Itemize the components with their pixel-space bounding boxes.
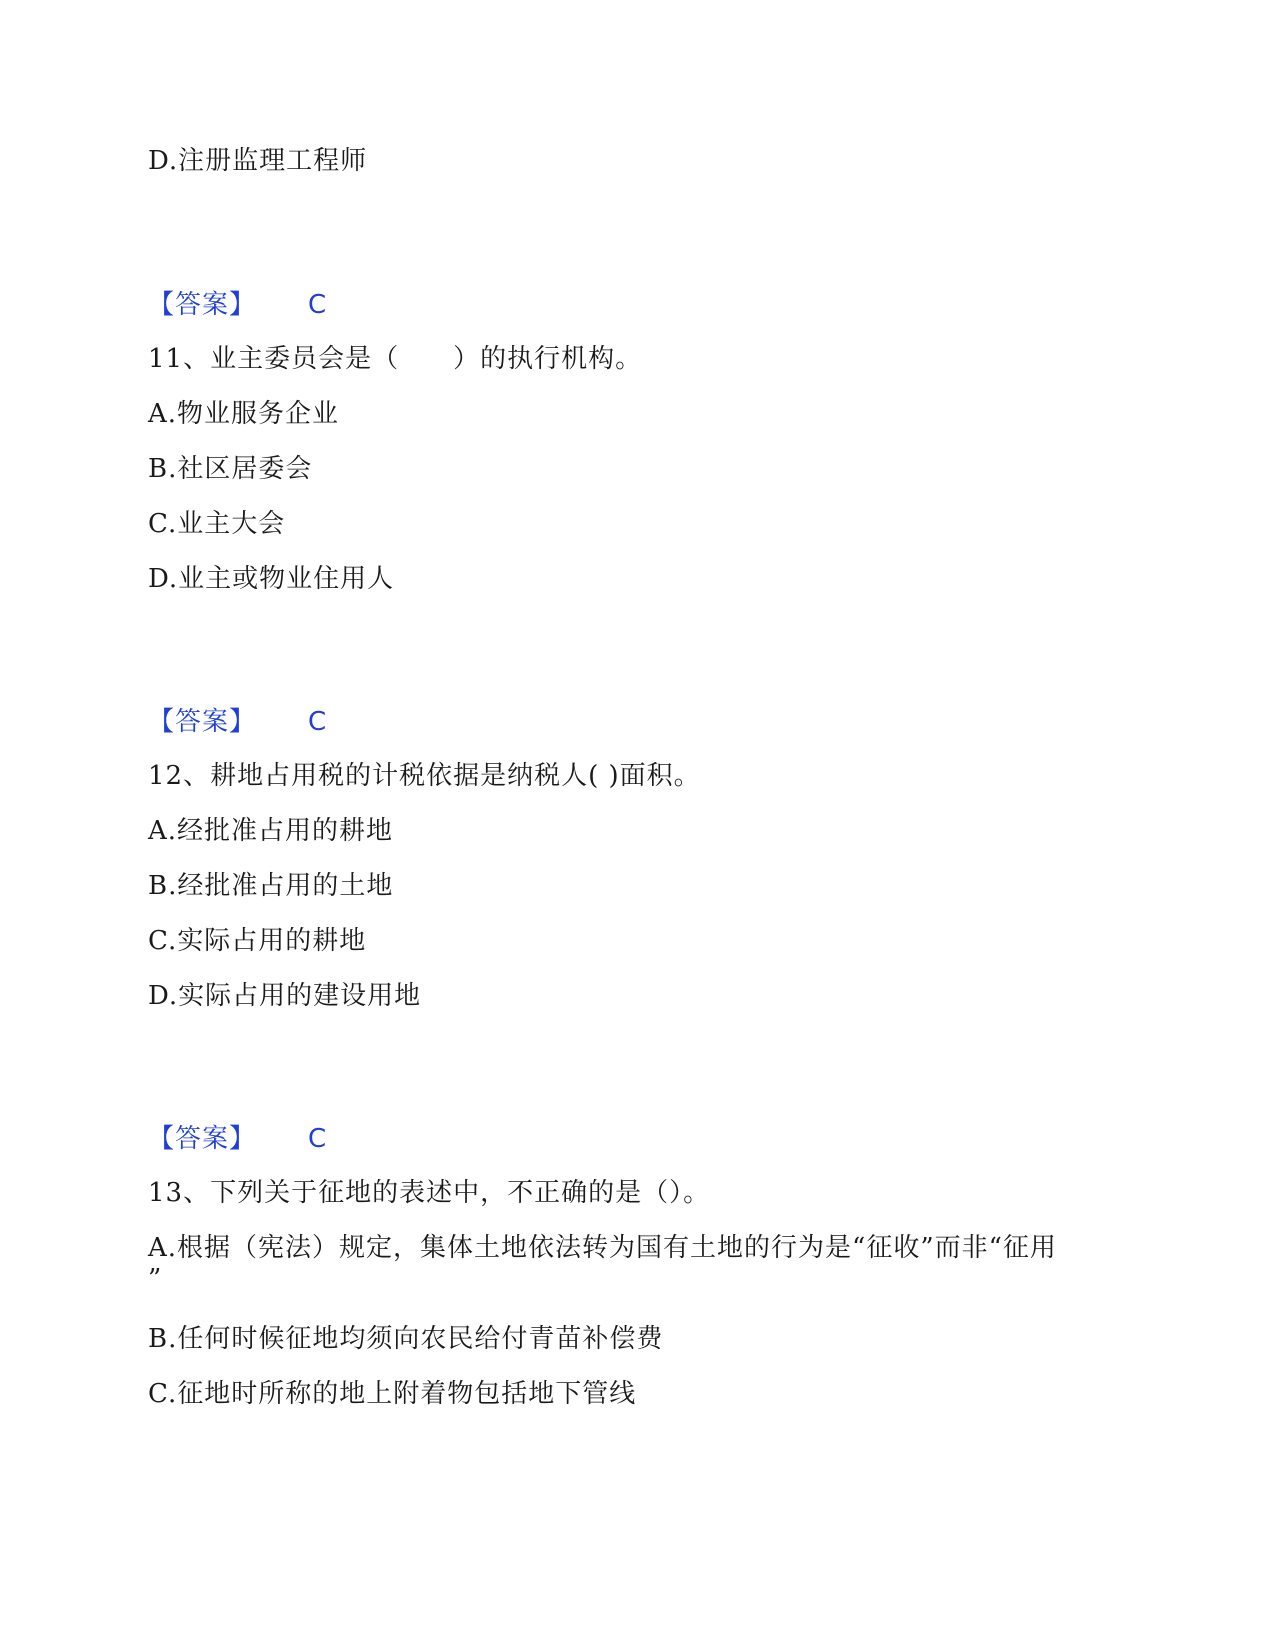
answer-label: 【答案】 xyxy=(148,707,257,737)
answer-label: 【答案】 xyxy=(148,1124,257,1154)
q10-answer xyxy=(148,288,327,322)
q11-stem: 11、业主委员会是（ ）的执行机构。 xyxy=(148,344,643,374)
q10-option-d: D.注册监理工程师 xyxy=(148,146,368,176)
q11-option-c: C.业主大会 xyxy=(148,509,286,539)
q13-option-c: C.征地时所称的地上附着物包括地下管线 xyxy=(148,1379,637,1409)
q12-answer xyxy=(148,1122,327,1156)
q11-option-a: A.物业服务企业 xyxy=(148,399,340,429)
q12-option-b: B.经批准占用的土地 xyxy=(148,871,394,901)
answer-value: C xyxy=(308,290,328,320)
q12-option-c: C.实际占用的耕地 xyxy=(148,926,367,956)
q11-answer xyxy=(148,705,327,739)
q12-option-d: D.实际占用的建设用地 xyxy=(148,981,422,1011)
answer-label: 【答案】 xyxy=(148,290,257,320)
q13-option-a-line1: A.根据（宪法）规定，集体土地依法转为国有土地的行为是“征收”而非“征用 xyxy=(148,1233,1057,1263)
q12-stem: 12、耕地占用税的计税依据是纳税人( )面积。 xyxy=(148,761,701,791)
q12-option-a: A.经批准占用的耕地 xyxy=(148,816,394,846)
q11-option-b: B.社区居委会 xyxy=(148,454,313,484)
q13-option-b: B.任何时候征地均须向农民给付青苗补偿费 xyxy=(148,1324,664,1354)
q13-option-a-line2: ” xyxy=(148,1264,163,1294)
q13-stem: 13、下列关于征地的表述中，不正确的是（）。 xyxy=(148,1178,711,1208)
answer-value: C xyxy=(308,1124,328,1154)
answer-value: C xyxy=(308,707,328,737)
q11-option-d: D.业主或物业住用人 xyxy=(148,564,395,594)
